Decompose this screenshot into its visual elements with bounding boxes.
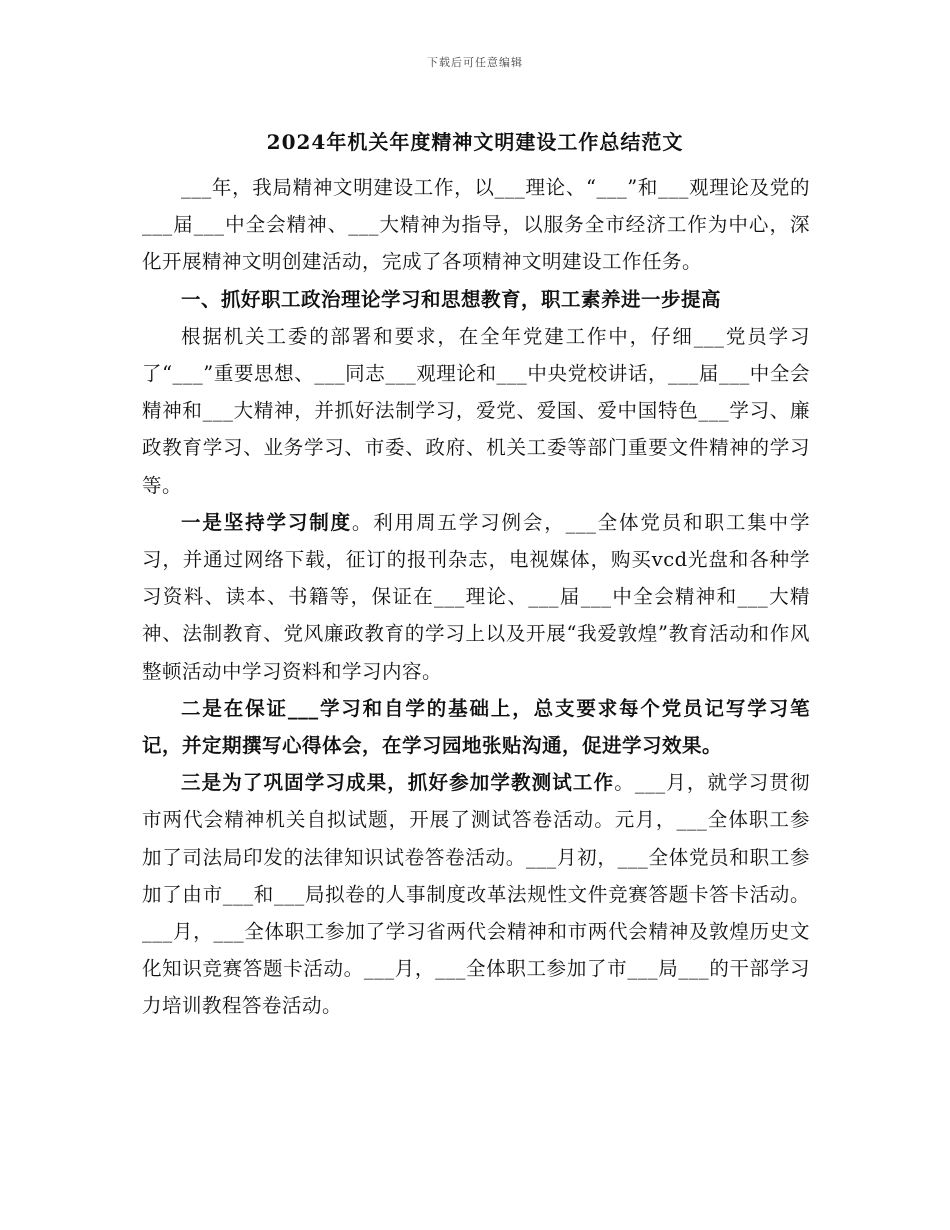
document-title: 2024年机关年度精神文明建设工作总结范文 — [266, 130, 684, 154]
paragraph-testing-text: 。___月，就学习贯彻市两代会精神机关自拟试题，开展了测试答卷活动。元月，___全体职工参加了司法局印发的法律知识试卷答卷活动。___月初，___全体党员和职工参加了由市___和___局拟卷的人事制度改革法规性文件竞赛答题卡答卡活动。___月，___全体职工参加了学习省两代会精神和市两代会精神及敦煌历史文化知识竞赛答题卡活动。___月，___全体职工参加了市___局___的干部学习力培训教程答卷活动。 — [142, 771, 810, 1018]
section-heading-1: 一、抓好职工政治理论学习和思想教育，职工素养进一步提高 — [181, 287, 722, 311]
paragraph-study-system-lead: 一是坚持学习制度 — [181, 510, 352, 534]
document-body — [142, 169, 810, 1025]
paragraph-testing — [142, 764, 810, 1024]
paragraph-study-system-text: 。利用周五学习例会，___全体党员和职工集中学习，并通过网络下载，征订的报刊杂志，电视媒体，购买vcd光盘和各种学习资料、读本、书籍等，保证在___理论、___届___中全会精神和___大精神、法制教育、党风廉政教育的学习上以及开展“我爱敦煌”教育活动和作风整顿活动中学习资料和学习内容。 — [142, 510, 810, 683]
paragraph-testing-lead: 三是为了巩固学习成果，抓好参加学教测试工作 — [181, 771, 615, 795]
paragraph-study-arrangement: 根据机关工委的部署和要求，在全年党建工作中，仔细___党员学习了“___”重要思想、___同志___观理论和___中央党校讲话，___届___中全会精神和___大精神，并抓好法制学习，爱党、爱国、爱中国特色___学习、廉政教育学习、业务学习、市委、政府、机关工委等部门重要文件精神的学习等。 — [142, 324, 810, 497]
paragraph-study-system — [142, 504, 810, 690]
intro-paragraph: ___年，我局精神文明建设工作，以___理论、“___”和___观理论及党的___届___中全会精神、___大精神为指导，以服务全市经济工作为中心，深化开展精神文明创建活动，完成了各项精神文明建设工作任务。 — [142, 176, 810, 274]
header-note: 下载后可任意编辑 — [427, 56, 523, 69]
paragraph-self-study: 二是在保证___学习和自学的基础上，总支要求每个党员记写学习笔记，并定期撰写心得体会，在学习园地张贴沟通，促进学习效果。 — [142, 696, 810, 758]
